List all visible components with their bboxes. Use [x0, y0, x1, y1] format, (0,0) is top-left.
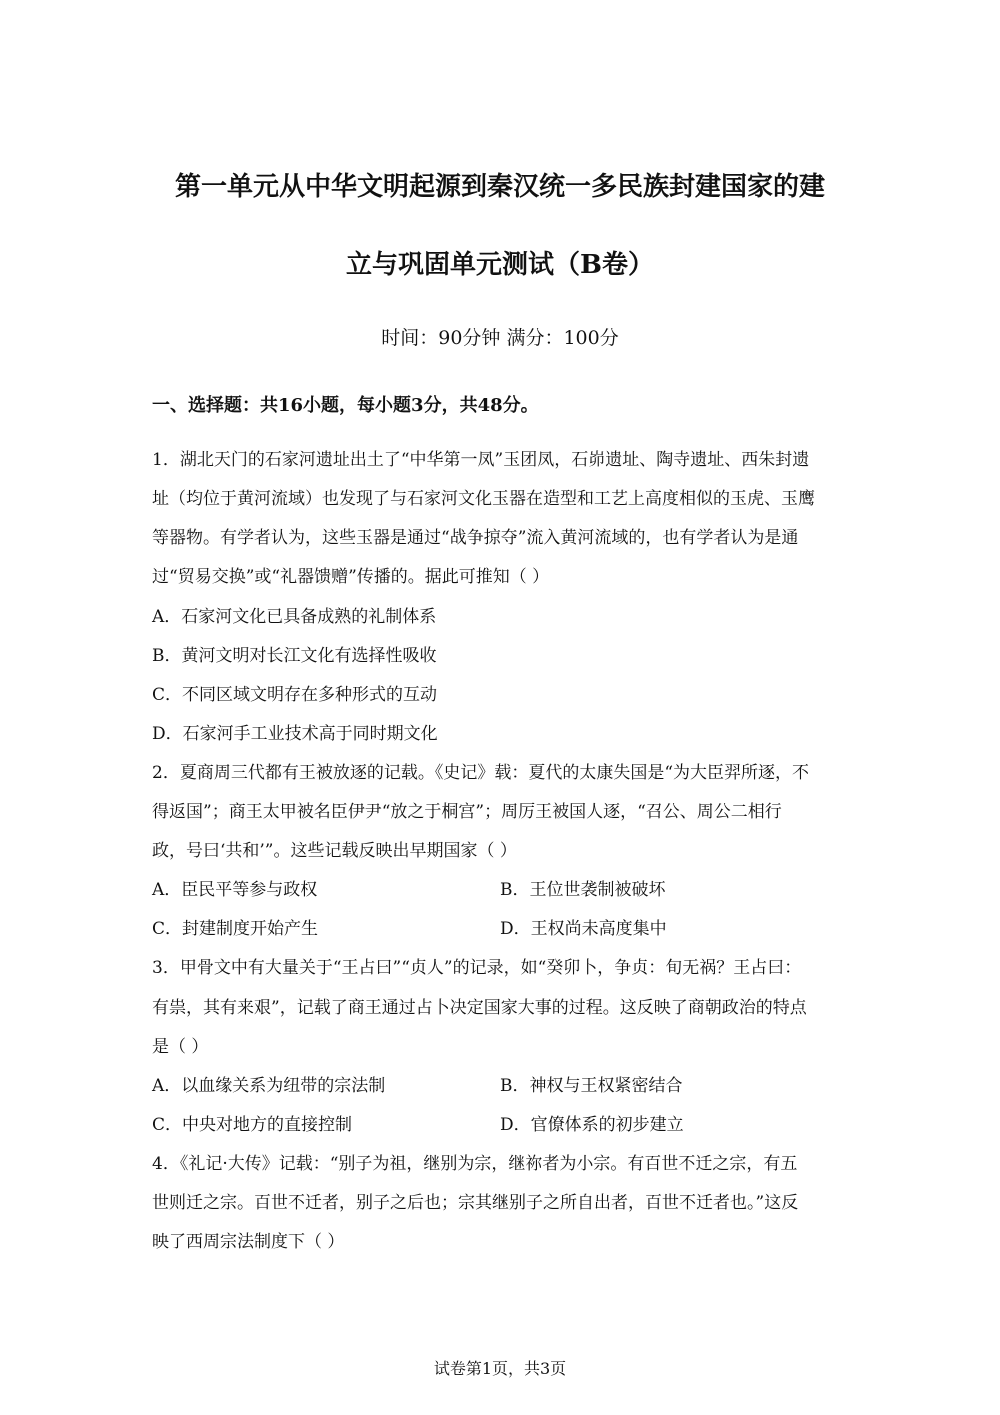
q1-option-d: D．石家河手工业技术高于同时期文化 — [152, 724, 438, 744]
q1-option-b: B．黄河文明对长江文化有选择性吸收 — [152, 646, 437, 666]
q2-option-d: D．王权尚未高度集中 — [500, 919, 667, 939]
section-heading: 一、选择题：共16小题，每小题3分，共48分。 — [152, 395, 539, 416]
q4-stem-line: 4．《礼记·大传》记载：“别子为祖，继别为宗，继祢者为小宗。有百世不迁之宗，有五 — [152, 1154, 798, 1174]
q3-stem-line: 是（ ） — [152, 1037, 209, 1057]
q2-stem-line: 得返国”；商王太甲被名臣伊尹“放之于桐宫”；周厉王被国人逐，“召公、周公二相行 — [152, 802, 782, 822]
q3-option-c: C．中央对地方的直接控制 — [152, 1115, 353, 1135]
q1-option-a: A．石家河文化已具备成熟的礼制体系 — [152, 607, 437, 627]
q3-option-d: D．官僚体系的初步建立 — [500, 1115, 684, 1135]
q1-stem-line: 过“贸易交换”或“礼器馈赠”传播的。据此可推知（ ） — [152, 567, 550, 587]
q3-option-a: A．以血缘关系为纽带的宗法制 — [152, 1076, 386, 1096]
q4-stem-line: 世则迁之宗。百世不迁者，别子之后也；宗其继别子之所自出者，百世不迁者也。”这反 — [152, 1193, 799, 1213]
q3-stem-line: 3．甲骨文中有大量关于“王占曰”“贞人”的记录，如“癸卯卜，争贞：旬无祸？王占曰： — [152, 958, 802, 978]
q1-stem-line: 1．湖北天门的石家河遗址出土了“中华第一凤”玉团凤，石峁遗址、陶寺遗址、西朱封遗 — [152, 450, 810, 470]
title-line-2: 立与巩固单元测试（B卷） — [346, 250, 654, 280]
q1-stem-line: 址（均位于黄河流域）也发现了与石家河文化玉器在造型和工艺上高度相似的玉虎、玉鹰 — [152, 489, 815, 509]
q2-option-c: C．封建制度开始产生 — [152, 919, 319, 939]
title-line-1: 第一单元从中华文明起源到秦汉统一多民族封建国家的建 — [174, 172, 825, 202]
page-footer: 试卷第1页，共3页 — [433, 1359, 567, 1378]
q2-stem-line: 政，号曰‘共和’”。这些记载反映出早期国家（ ） — [152, 841, 517, 861]
q3-stem-line: 有祟，其有来艰”，记载了商王通过占卜决定国家大事的过程。这反映了商朝政治的特点 — [152, 998, 807, 1018]
exam-time-and-score: 时间：90分钟 满分：100分 — [381, 327, 619, 349]
q1-option-c: C．不同区域文明存在多种形式的互动 — [152, 685, 438, 705]
q4-stem-line: 映了西周宗法制度下（ ） — [152, 1232, 345, 1252]
q2-option-b: B．王位世袭制被破坏 — [500, 880, 666, 900]
q2-option-a: A．臣民平等参与政权 — [152, 880, 318, 900]
q3-option-b: B．神权与王权紧密结合 — [500, 1076, 683, 1096]
q2-stem-line: 2．夏商周三代都有王被放逐的记载。《史记》载：夏代的太康失国是“为大臣羿所逐，不 — [152, 763, 810, 783]
q1-stem-line: 等器物。有学者认为，这些玉器是通过“战争掠夺”流入黄河流域的，也有学者认为是通 — [152, 528, 799, 548]
